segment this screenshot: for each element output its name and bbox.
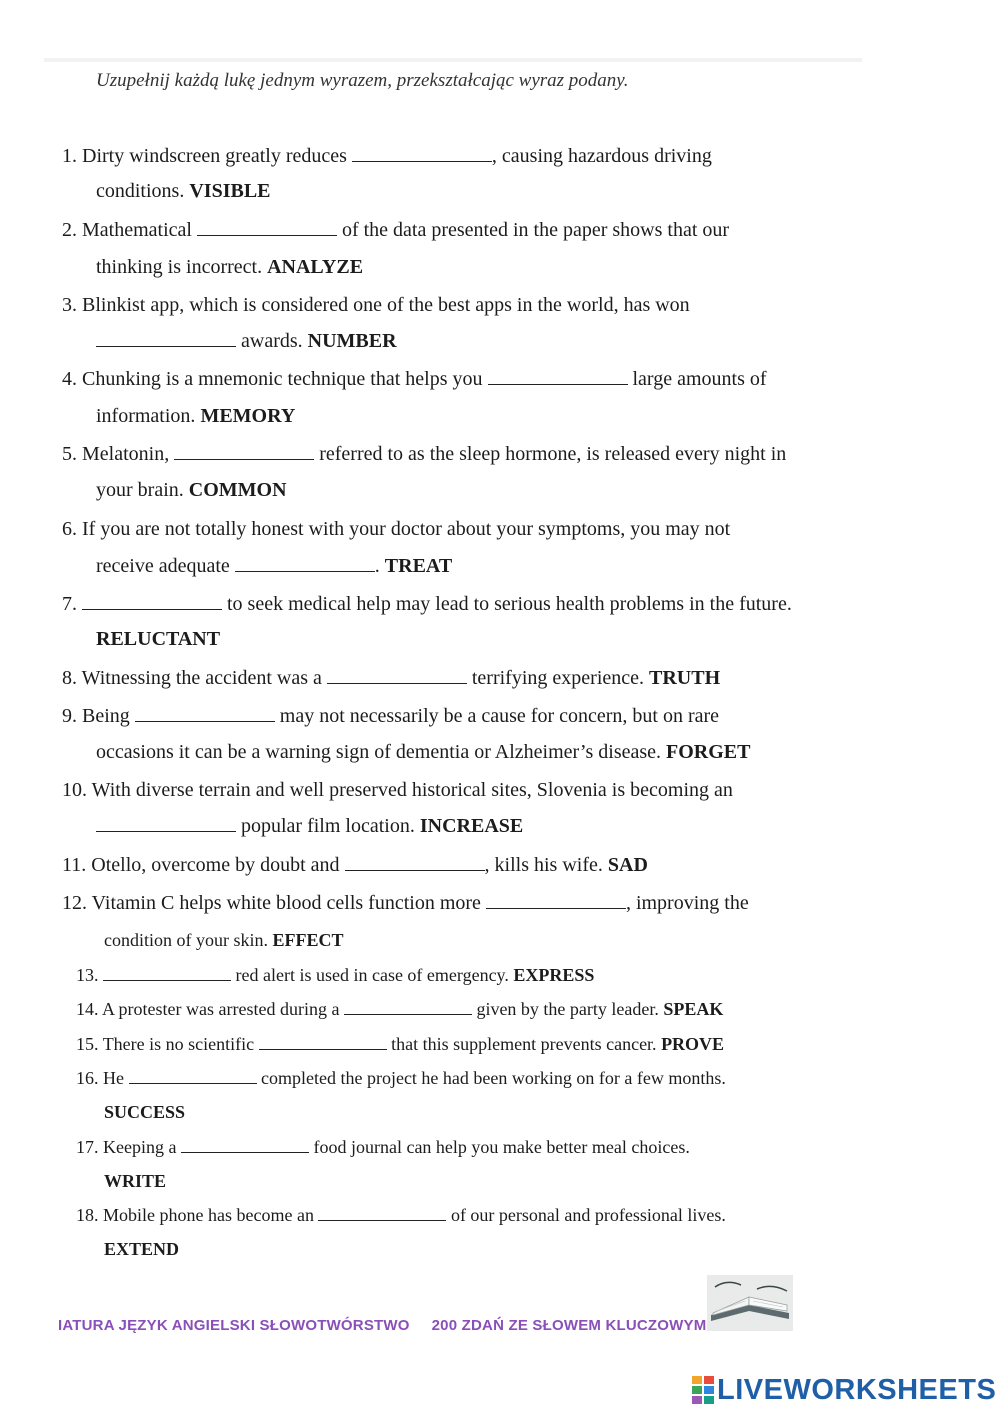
exercise-line [76, 1205, 726, 1226]
item-number: 5. [62, 443, 77, 465]
item-number: 2. [62, 219, 77, 241]
sentence-text: information. [96, 405, 201, 427]
answer-blank-8[interactable] [327, 669, 467, 684]
keyword: EFFECT [272, 930, 344, 950]
exercise-line [62, 443, 786, 466]
exercise-line [76, 1137, 690, 1158]
item-number: 16. [76, 1068, 99, 1088]
answer-blank-10[interactable] [96, 817, 236, 832]
sentence-text: , causing hazardous driving [491, 145, 712, 167]
sentence-text: . [374, 555, 385, 577]
answer-blank-2[interactable] [197, 221, 337, 236]
exercise-line [62, 294, 690, 317]
exercise-line [104, 1239, 179, 1260]
keyword: COMMON [188, 479, 287, 501]
keyword: SAD [607, 854, 648, 876]
answer-blank-11[interactable] [345, 856, 485, 871]
sentence-text: Melatonin, [82, 443, 175, 465]
exercise-line [76, 999, 723, 1020]
exercise-line [76, 965, 594, 986]
answer-blank-3[interactable] [96, 332, 236, 347]
item-number: 15. [76, 1034, 99, 1054]
answer-blank-15[interactable] [259, 1035, 387, 1050]
item-number: 6. [62, 518, 77, 540]
answer-blank-12[interactable] [486, 894, 626, 909]
item-number: 10. [62, 779, 87, 801]
worksheet-footer [58, 1317, 706, 1334]
sentence-text: Keeping a [103, 1137, 181, 1157]
sentence-text: occasions it can be a warning sign of dementia or Alzheimer’s disease. [96, 741, 667, 763]
brand-name: LIVEWORKSHEETS [717, 1373, 997, 1406]
answer-blank-14[interactable] [344, 1000, 472, 1015]
item-number: 9. [62, 705, 77, 727]
sentence-text: A protester was arrested during a [102, 999, 344, 1019]
sentence-text: food journal can help you make better meal choices. [308, 1137, 690, 1157]
exercise-line [76, 1034, 724, 1055]
sentence-text: popular film location. [236, 815, 420, 837]
sentence-text: Dirty windscreen greatly reduces [82, 145, 352, 167]
item-number: 8. [62, 667, 77, 689]
sentence-text: red alert is used in case of emergency. [231, 965, 514, 985]
sentence-text: that this supplement prevents cancer. [386, 1034, 662, 1054]
liveworksheets-brand [692, 1370, 996, 1410]
sentence-text: of our personal and professional lives. [446, 1205, 726, 1225]
keyword: EXTEND [104, 1239, 180, 1259]
sentence-text: With diverse terrain and well preserved historical sites, Slovenia is becoming an [91, 779, 733, 801]
open-book-image [707, 1275, 793, 1331]
sentence-text: terrifying experience. [466, 667, 650, 689]
sentence-text: your brain. [96, 479, 189, 501]
exercise-line [62, 892, 749, 915]
sentence-text: of the data presented in the paper shows that our [336, 219, 730, 241]
sentence-text: awards. [236, 330, 308, 352]
exercise-line [96, 555, 452, 578]
sentence-text: Chunking is a mnemonic technique that helps you [82, 368, 488, 390]
sentence-text: , kills his wife. [484, 854, 608, 876]
answer-blank-13[interactable] [103, 966, 231, 981]
exercise-line [62, 145, 712, 168]
sentence-text: Witnessing the accident was a [81, 667, 327, 689]
exercise-line [62, 779, 733, 802]
sentence-text: referred to as the sleep hormone, is released every night in [314, 443, 787, 465]
exercise-line [62, 854, 648, 877]
answer-blank-5[interactable] [174, 445, 314, 460]
sentence-text: Blinkist app, which is considered one of the best apps in the world, has won [82, 294, 690, 316]
answer-blank-16[interactable] [129, 1069, 257, 1084]
sentence-text: thinking is incorrect. [96, 256, 268, 278]
exercise-line [104, 1171, 166, 1192]
sentence-text: Being [82, 705, 135, 727]
sentence-text: Mathematical [82, 219, 197, 241]
exercise-line [62, 705, 719, 728]
answer-blank-6[interactable] [235, 557, 375, 572]
exercise-line [62, 518, 730, 541]
exercise-line [62, 593, 792, 616]
keyword: TRUTH [649, 667, 721, 689]
keyword: MEMORY [200, 405, 296, 427]
exercise-line [96, 741, 750, 764]
item-number: 11. [62, 854, 87, 876]
exercise-line [96, 479, 287, 502]
exercise-line [104, 1102, 185, 1123]
exercise-line [96, 330, 397, 353]
exercise-line [62, 368, 767, 391]
exercise-line [96, 628, 220, 651]
exercise-line [96, 180, 271, 203]
exercise-line [96, 815, 523, 838]
sentence-text: condition of your skin. [104, 930, 273, 950]
footer-title-right: 200 ZDAŃ ZE SŁOWEM KLUCZOWYM [431, 1317, 707, 1334]
exercise-line [76, 1068, 726, 1089]
keyword: SUCCESS [104, 1102, 186, 1122]
answer-blank-1[interactable] [352, 147, 492, 162]
answer-blank-18[interactable] [318, 1206, 446, 1221]
instruction-text: Uzupełnij każdą lukę jednym wyrazem, przekształcając wyraz podany. [96, 70, 629, 91]
sentence-text: to seek medical help may lead to serious health problems in the future. [222, 593, 792, 615]
item-number: 4. [62, 368, 77, 390]
exercise-line [96, 256, 363, 279]
item-number: 7. [62, 593, 77, 615]
keyword: PROVE [661, 1034, 725, 1054]
exercise-line [104, 930, 344, 951]
exercise-line [96, 405, 295, 428]
liveworksheets-logo-icon [692, 1376, 714, 1404]
top-divider [44, 58, 862, 62]
item-number: 12. [62, 892, 87, 914]
footer-title-left: IATURA JĘZYK ANGIELSKI SŁOWOTWÓRSTWO [58, 1317, 410, 1334]
item-number: 1. [62, 145, 77, 167]
sentence-text: There is no scientific [102, 1034, 259, 1054]
sentence-text: Mobile phone has become an [103, 1205, 319, 1225]
exercise-line [62, 219, 729, 242]
sentence-text: Otello, overcome by doubt and [91, 854, 345, 876]
answer-blank-9[interactable] [135, 707, 275, 722]
answer-blank-4[interactable] [488, 370, 628, 385]
keyword: VISIBLE [189, 180, 271, 202]
item-number: 18. [76, 1205, 99, 1225]
sentence-text: He [103, 1068, 129, 1088]
sentence-text: If you are not totally honest with your doctor about your symptoms, you may not [82, 518, 731, 540]
keyword: NUMBER [307, 330, 397, 352]
keyword: WRITE [104, 1171, 167, 1191]
item-number: 13. [76, 965, 99, 985]
keyword: ANALYZE [267, 256, 364, 278]
keyword: TREAT [384, 555, 453, 577]
sentence-text: completed the project he had been working on for a few months. [256, 1068, 726, 1088]
item-number: 14. [76, 999, 99, 1019]
sentence-text: given by the party leader. [471, 999, 664, 1019]
keyword: FORGET [666, 741, 751, 763]
sentence-text: large amounts of [627, 368, 767, 390]
exercise-line [62, 667, 720, 690]
item-number: 3. [62, 294, 77, 316]
sentence-text: conditions. [96, 180, 190, 202]
answer-blank-7[interactable] [82, 595, 222, 610]
item-number: 17. [76, 1137, 99, 1157]
keyword: RELUCTANT [96, 628, 221, 650]
keyword: EXPRESS [513, 965, 595, 985]
sentence-text: Vitamin C helps white blood cells function more [91, 892, 486, 914]
keyword: SPEAK [663, 999, 724, 1019]
sentence-text: receive adequate [96, 555, 235, 577]
sentence-text: may not necessarily be a cause for concern, but on rare [274, 705, 720, 727]
sentence-text: , improving the [625, 892, 749, 914]
keyword: INCREASE [419, 815, 524, 837]
answer-blank-17[interactable] [181, 1138, 309, 1153]
